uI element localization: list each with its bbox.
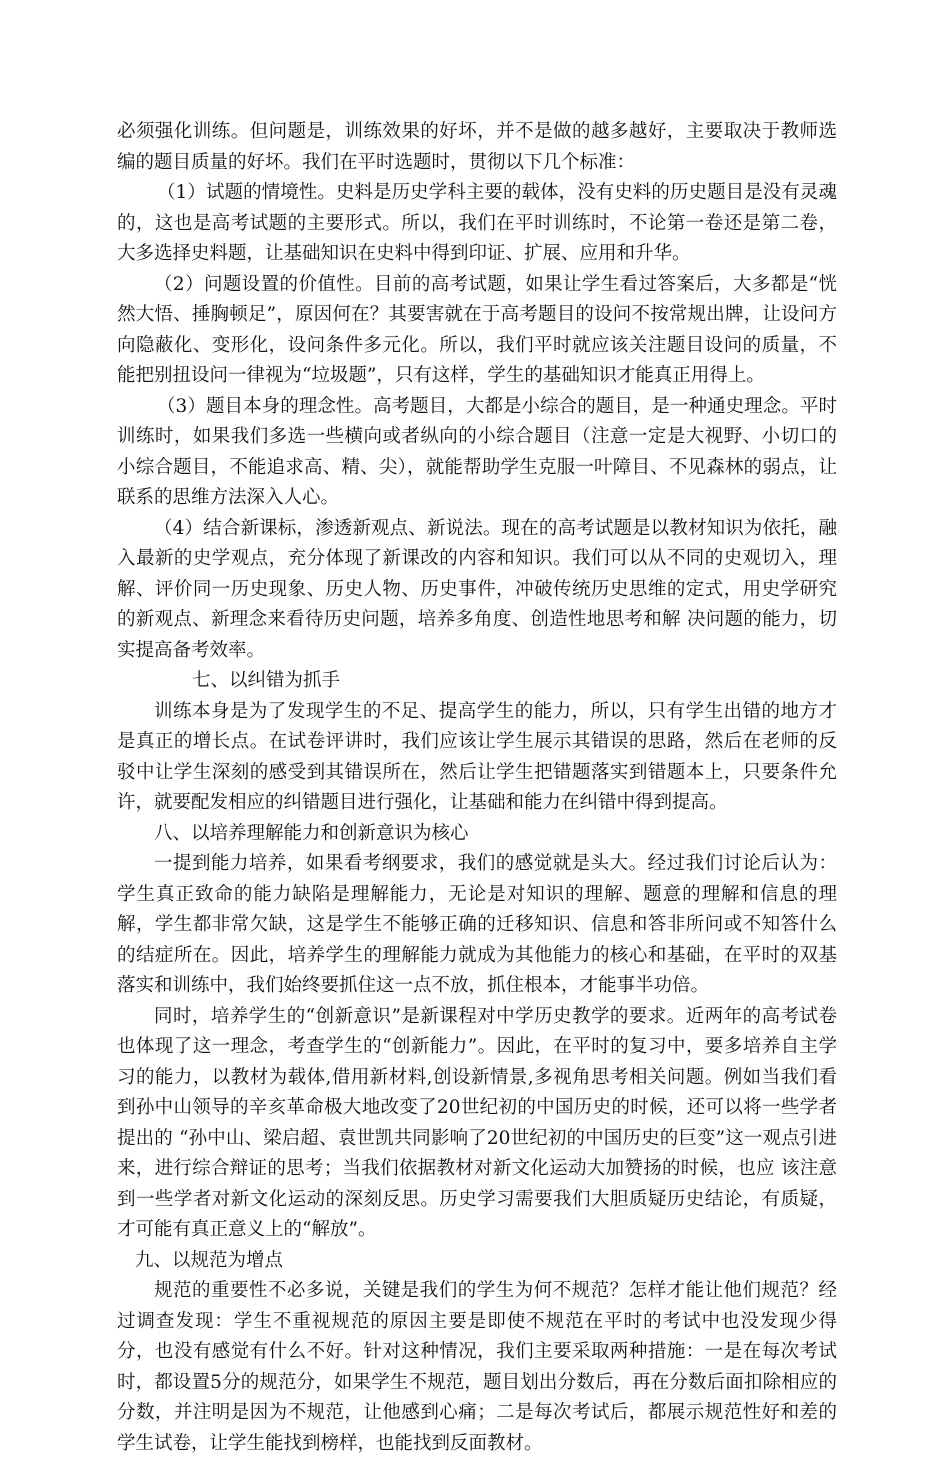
paragraph-intro: 必须强化训练。但问题是，训练效果的好坏，并不是做的越多越好，主要取决于教师选编的题目质量的好坏。我们在平时选题时，贯彻以下几个标准： <box>117 121 837 173</box>
document-page <box>117 117 837 1459</box>
paragraph-item-1: （1）试题的情境性。史料是历史学科主要的载体，没有史料的历史题目是没有灵魂的，这也是高考试题的主要形式。所以，我们在平时训练时，不论第一卷还是第二卷，大多选择史料题，让基础知识在史料中得到印证、扩展、应用和升华。 <box>117 182 837 264</box>
section-heading-8: 八、以培养理解能力和创新意识为核心 <box>154 822 469 844</box>
section-heading-9: 九、以规范为增点 <box>135 1249 284 1271</box>
paragraph-item-3: （3）题目本身的理念性。高考题目，大都是小综合的题目，是一种通史理念。平时训练时，如果我们多选一些横向或者纵向的小综合题目（注意一定是大视野、小切口的小综合题目，不能追求高、精、尖），就能帮助学生克服一叶障目、不见森林的弱点，让联系的思维方法深入人心。 <box>117 395 837 508</box>
section-heading-7: 七、以纠错为抓手 <box>192 670 341 691</box>
paragraph-section-8-b: 同时，培养学生的“创新意识”是新课程对中学历史教学的要求。近两年的高考试卷也体现了这一理念，考查学生的“创新能力”。因此，在平时的复习中，要多培养自主学习的能力，以教材为载体,借用新材料,创设新情景,多视角思考相关问题。例如当我们看到孙中山领导的辛亥革命极大地改变了20世纪初的中国历史的时候，还可以将一些学者提出的 “孙中山、梁启超、袁世凯共同影响了20世纪初的中国历史的巨变”这一观点引进来，进行综合辩证的思考；当我们依据教材对新文化运动大加赞扬的时候，也应 该注意到一些学者对新文化运动的深刻反思。历史学习需要我们大胆质疑历史结论，有质疑，才可能有真正意义上的“解放”。 <box>117 1005 837 1240</box>
paragraph-section-7: 训练本身是为了发现学生的不足、提高学生的能力，所以，只有学生出错的地方才是真正的增长点。在试卷评讲时，我们应该让学生展示其错误的思路，然后在老师的反驳中让学生深刻的感受到其错误所在，然后让学生把错题落实到错题本上，只要条件允许，就要配发相应的纠错题目进行强化，让基础和能力在纠错中得到提高。 <box>117 700 837 813</box>
paragraph-section-8-a: 一提到能力培养，如果看考纲要求，我们的感觉就是头大。经过我们讨论后认为：学生真正致命的能力缺陷是理解能力，无论是对知识的理解、题意的理解和信息的理解，学生都非常欠缺，这是学生不能够正确的迁移知识、信息和答非所问或不知答什么的结症所在。因此，培养学生的理解能力就成为其他能力的核心和基础，在平时的双基落实和训练中，我们始终要抓住这一点不放，抓住根本，才能事半功倍。 <box>117 853 837 996</box>
paragraph-section-9: 规范的重要性不必多说，关键是我们的学生为何不规范？怎样才能让他们规范？经过调查发现：学生不重视规范的原因主要是即使不规范在平时的考试中也没发现少得分，也没有感觉有什么不好。针对这种情况，我们主要采取两种措施：一是在每次考试时，都设置5分的规范分，如果学生不规范，题目划出分数后，再在分数后面扣除相应的分数，并注明是因为不规范，让他感到心痛；二是每次考试后，都展示规范性好和差的学生试卷，让学生能找到榜样，也能找到反面教材。 <box>117 1280 837 1454</box>
paragraph-item-4: （4）结合新课标，渗透新观点、新说法。现在的高考试题是以教材知识为依托，融入最新的史学观点，充分体现了新课改的内容和知识。我们可以从不同的史观切入，理解、评价同一历史现象、历史人物、历史事件，冲破传统历史思维的定式，用史学研究的新观点、新理念来看待历史问题，培养多角度、创造性地思考和解 决问题的能力，切实提高备考效率。 <box>117 517 837 661</box>
paragraph-item-2: （2）问题设置的价值性。目前的高考试题，如果让学生看过答案后，大多都是“恍然大悟、捶胸顿足”，原因何在？其要害就在于高考题目的设问不按常规出牌，让设问方向隐蔽化、变形化，设问条件多元化。所以，我们平时就应该关注题目设问的质量，不能把别扭设问一律视为“垃圾题”，只有这样，学生的基础知识才能真正用得上。 <box>117 273 837 386</box>
